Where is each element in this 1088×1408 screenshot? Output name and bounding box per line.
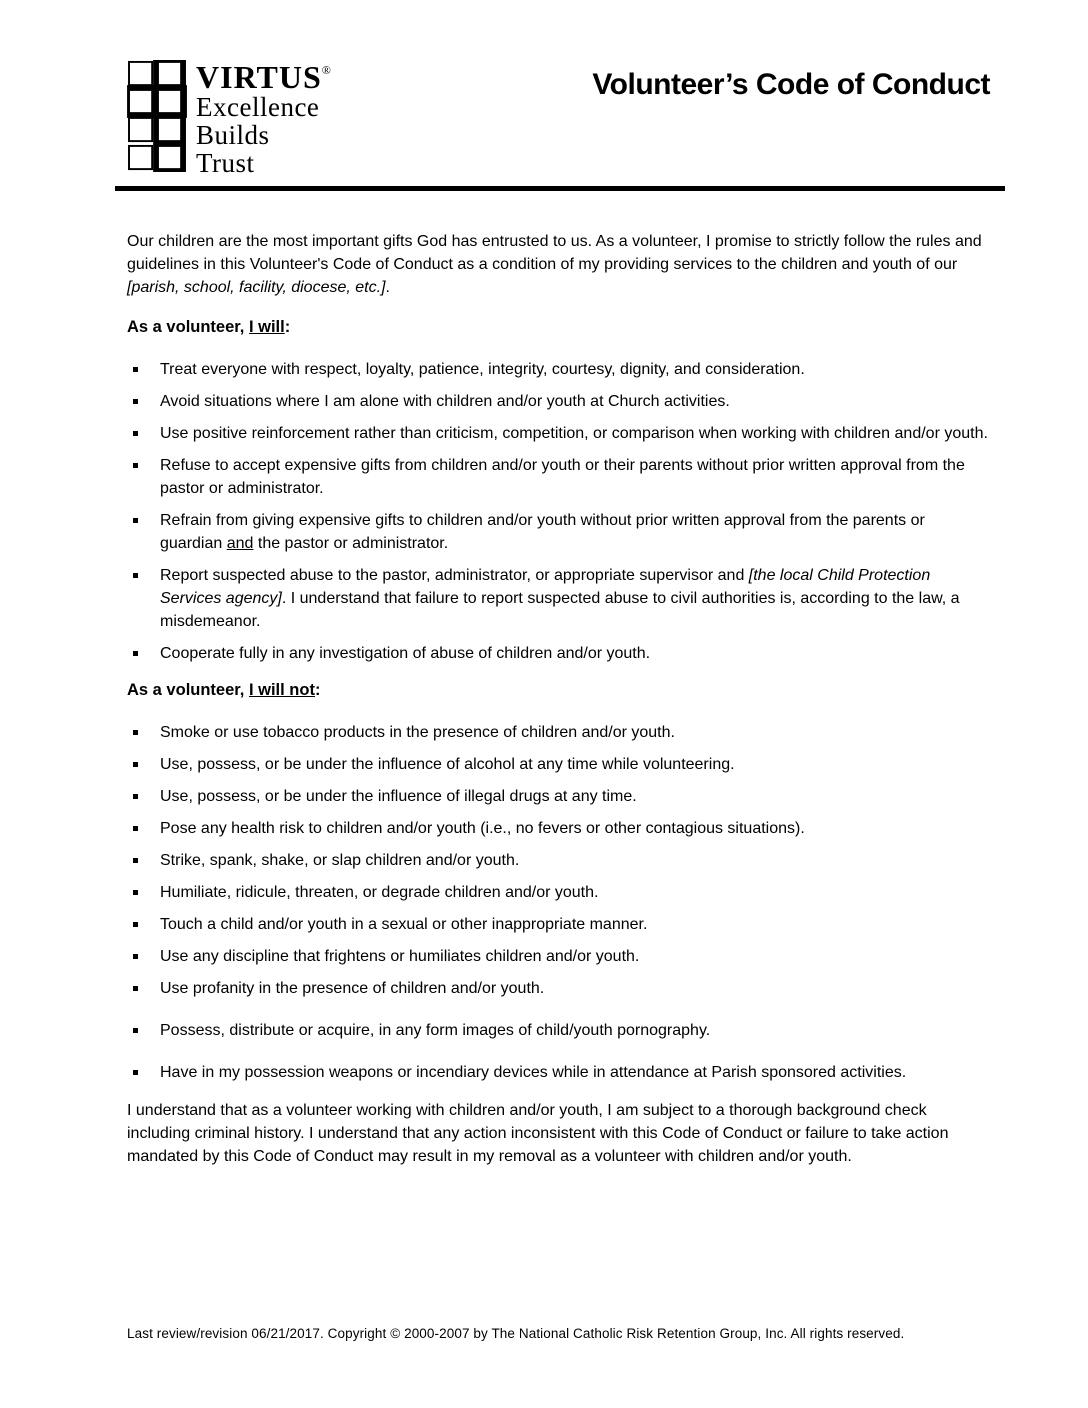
will-not-heading-prefix: As a volunteer,	[127, 681, 249, 699]
logo-tagline-line: Builds	[196, 120, 270, 150]
intro-text: Our children are the most important gifts God has entrusted to us. As a volunteer, I promise to strictly follow the rules and guidelines in this Volunteer's Code of Conduct as a condition of my providing services to the children and youth of our	[127, 233, 982, 273]
logo-tagline-line: Trust	[196, 148, 255, 178]
will-not-heading	[127, 679, 990, 702]
will-heading-underlined: I will	[248, 318, 285, 336]
list-item	[127, 849, 990, 872]
will-heading-prefix: As a volunteer,	[127, 318, 249, 336]
list-item-text: Cooperate fully in any investigation of abuse of children and/or youth.	[160, 645, 651, 662]
list-item	[127, 881, 990, 904]
virtus-logo	[127, 60, 331, 177]
list-item-text: and	[226, 535, 254, 552]
list-item-text: [the local Child Protection Services agency]	[160, 567, 931, 607]
list-item-text: Humiliate, ridicule, threaten, or degrade children and/or youth.	[160, 884, 599, 901]
list-item	[127, 390, 990, 413]
list-item-text: Treat everyone with respect, loyalty, patience, integrity, courtesy, dignity, and consideration.	[160, 361, 805, 378]
registered-trademark-symbol: ®	[321, 63, 331, 77]
page-title: Volunteer’s Code of Conduct	[592, 68, 990, 101]
list-item	[127, 1019, 990, 1042]
list-item	[127, 1061, 990, 1084]
will-heading	[127, 316, 990, 339]
footer-note: Last review/revision 06/21/2017. Copyright © 2000-2007 by The National Catholic Risk Retention Group, Inc. All rights reserved.	[127, 1326, 905, 1341]
list-item	[127, 642, 990, 665]
list-item-text: Have in my possession weapons or incendiary devices while in attendance at Parish sponsored activities.	[160, 1064, 907, 1081]
closing-paragraph: I understand that as a volunteer working with children and/or youth, I am subject to a thorough background check including criminal history. I understand that any action inconsistent with this Code of Conduct or failure to take action mandated by this Code of Conduct may result in my removal as a volunteer with children and/or youth.	[127, 1102, 949, 1165]
list-item	[127, 977, 990, 1000]
list-item	[127, 913, 990, 936]
will-not-heading-suffix: :	[314, 681, 321, 699]
list-item-text: Use profanity in the presence of children and/or youth.	[160, 980, 545, 997]
list-item	[127, 753, 990, 776]
list-item-text: Smoke or use tobacco products in the presence of children and/or youth.	[160, 724, 675, 741]
list-item	[127, 509, 990, 555]
logo-tagline-line: Excellence	[196, 92, 320, 122]
will-not-heading-underlined: I will not	[248, 681, 315, 699]
will-list	[127, 358, 990, 665]
list-item-text: the pastor or administrator.	[253, 535, 449, 552]
list-item	[127, 817, 990, 840]
logo-text	[196, 60, 331, 177]
list-item-text: Use positive reinforcement rather than criticism, competition, or comparison when working with children and/or youth.	[160, 425, 988, 442]
intro-italic-text: [parish, school, facility, diocese, etc.]	[127, 279, 386, 296]
list-item	[127, 422, 990, 445]
list-item-text: Possess, distribute or acquire, in any form images of child/youth pornography.	[160, 1022, 711, 1039]
list-item	[127, 358, 990, 381]
header-rule	[115, 186, 1005, 191]
document-header	[127, 60, 990, 177]
list-item-text: Strike, spank, shake, or slap children and/or youth.	[160, 852, 520, 869]
intro-paragraph	[127, 230, 990, 299]
will-not-list	[127, 721, 990, 1084]
list-item-text: Use, possess, or be under the influence of illegal drugs at any time.	[160, 788, 637, 805]
list-item-text: Use any discipline that frightens or humiliates children and/or youth.	[160, 948, 640, 965]
list-item	[127, 564, 990, 633]
list-item	[127, 785, 990, 808]
list-item-text: Refrain from giving expensive gifts to children and/or youth without prior written approval from the parents or guardian	[160, 512, 925, 552]
list-item-text: Refuse to accept expensive gifts from children and/or youth or their parents without prior written approval from the pastor or administrator.	[160, 457, 965, 497]
list-item-text: Use, possess, or be under the influence of alcohol at any time while volunteering.	[160, 756, 735, 773]
list-item-text: . I understand that failure to report suspected abuse to civil authorities is, according to the law, a misdemeanor.	[160, 590, 960, 630]
intro-text-end: .	[385, 279, 390, 296]
list-item-text: Avoid situations where I am alone with children and/or youth at Church activities.	[160, 393, 730, 410]
list-item-text: Pose any health risk to children and/or youth (i.e., no fevers or other contagious situations).	[160, 820, 805, 837]
list-item-text: Report suspected abuse to the pastor, administrator, or appropriate supervisor and	[160, 567, 749, 584]
list-item	[127, 945, 990, 968]
list-item-text: Touch a child and/or youth in a sexual or other inappropriate manner.	[160, 916, 648, 933]
cross-squares-icon	[127, 60, 187, 172]
list-item	[127, 454, 990, 500]
logo-name: VIRTUS	[196, 59, 322, 95]
list-item	[127, 721, 990, 744]
will-heading-suffix: :	[284, 318, 291, 336]
logo-wordmark	[196, 61, 331, 93]
